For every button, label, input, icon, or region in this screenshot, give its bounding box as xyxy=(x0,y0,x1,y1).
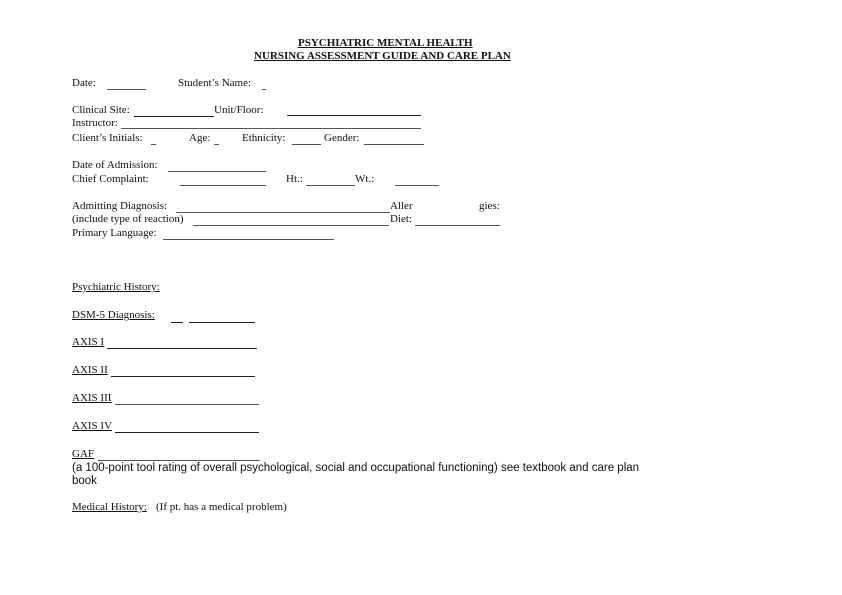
form-title-line1: PSYCHIATRIC MENTAL HEALTH xyxy=(298,37,473,49)
reaction-field[interactable] xyxy=(193,213,389,226)
admitting-diagnosis-label: Admitting Diagnosis: xyxy=(72,200,168,212)
ethnicity-field[interactable] xyxy=(292,132,321,145)
gaf-label: GAF xyxy=(72,448,95,460)
client-initials-label: Client’s Initials: xyxy=(72,132,143,144)
diet-field[interactable] xyxy=(415,213,500,226)
axis2-field[interactable] xyxy=(111,364,255,377)
date-of-admission-label: Date of Admission: xyxy=(72,159,158,171)
psychiatric-history-heading: Psychiatric History: xyxy=(72,281,160,293)
instructor-field[interactable] xyxy=(121,116,421,129)
gaf-note-line2: book xyxy=(72,475,97,487)
chief-complaint-field[interactable] xyxy=(180,173,266,186)
height-field[interactable] xyxy=(306,173,355,186)
student-name-field[interactable] xyxy=(262,77,266,90)
dsm5-diagnosis-label: DSM-5 Diagnosis: xyxy=(72,309,155,321)
gaf-note-line1: (a 100-point tool rating of overall psychological, social and occupational functioning) see textbook and care plan xyxy=(72,462,640,474)
allergies-label-part2: gies: xyxy=(479,200,500,212)
dsm5-diagnosis-field-b[interactable] xyxy=(189,310,255,323)
medical-history-heading: Medical History: xyxy=(72,501,147,513)
axis4-label: AXIS IV xyxy=(72,420,113,432)
admitting-diagnosis-field[interactable] xyxy=(176,200,390,213)
weight-label: Wt.: xyxy=(355,173,375,185)
clinical-site-label: Clinical Site: xyxy=(72,104,130,116)
medical-history-note: (If pt. has a medical problem) xyxy=(156,501,287,513)
height-label: Ht.: xyxy=(286,173,303,185)
age-label: Age: xyxy=(189,132,211,144)
student-name-label: Student’s Name: xyxy=(178,77,252,89)
date-label: Date: xyxy=(72,77,96,89)
axis3-label: AXIS III xyxy=(72,392,112,404)
primary-language-field[interactable] xyxy=(163,227,334,240)
form-title-line2: NURSING ASSESSMENT GUIDE AND CARE PLAN xyxy=(254,50,511,62)
gender-label: Gender: xyxy=(324,132,360,144)
gender-field[interactable] xyxy=(364,132,424,145)
axis4-field[interactable] xyxy=(115,420,259,433)
unit-floor-field[interactable] xyxy=(287,103,421,116)
dsm5-diagnosis-field-a[interactable] xyxy=(171,310,183,323)
ethnicity-label: Ethnicity: xyxy=(242,132,286,144)
date-of-admission-field[interactable] xyxy=(168,159,266,172)
allergies-label-part1: Aller xyxy=(390,200,413,212)
weight-field[interactable] xyxy=(395,173,439,186)
unit-floor-label: Unit/Floor: xyxy=(214,104,264,116)
date-field[interactable] xyxy=(107,77,146,90)
age-field[interactable] xyxy=(214,132,219,145)
axis2-label: AXIS II xyxy=(72,364,108,376)
include-reaction-label: (include type of reaction) xyxy=(72,213,184,225)
gaf-field[interactable] xyxy=(98,448,260,461)
axis3-field[interactable] xyxy=(115,392,259,405)
primary-language-label: Primary Language: xyxy=(72,227,157,239)
diet-label: Diet: xyxy=(390,213,412,225)
chief-complaint-label: Chief Complaint: xyxy=(72,173,149,185)
client-initials-field[interactable] xyxy=(151,132,156,145)
axis1-label: AXIS I xyxy=(72,336,105,348)
axis1-field[interactable] xyxy=(107,336,257,349)
instructor-label: Instructor: xyxy=(72,117,118,129)
